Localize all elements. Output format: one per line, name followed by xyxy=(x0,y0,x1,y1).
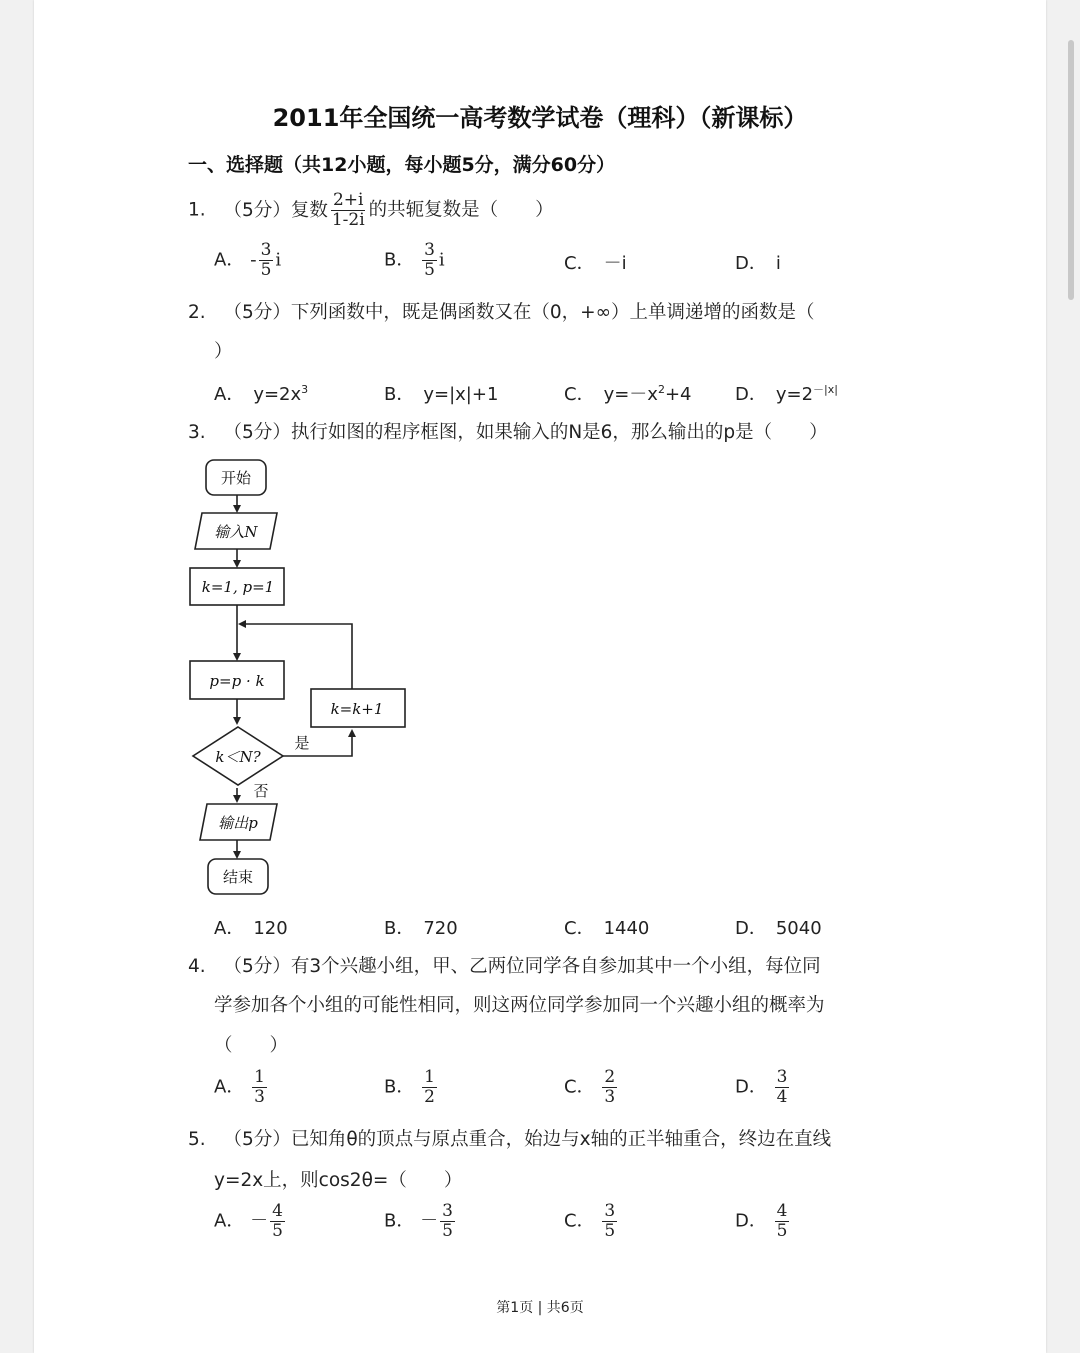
end-label: 结束 xyxy=(222,868,254,886)
question-4 xyxy=(188,952,821,978)
fraction xyxy=(259,241,274,280)
fraction-numerator: 1 xyxy=(254,1067,265,1087)
fraction-denominator: 5 xyxy=(260,260,272,280)
flowchart xyxy=(180,450,420,905)
option-c: C． －i xyxy=(564,253,627,274)
exponent: 3 xyxy=(301,383,309,396)
option-label: D． xyxy=(735,1210,767,1232)
fraction xyxy=(602,1068,617,1107)
option-text: D． y=2 xyxy=(735,384,814,405)
input-label: 输入N xyxy=(214,523,258,541)
option-d xyxy=(735,380,838,406)
fraction-numerator: 2+i xyxy=(332,190,364,210)
option-b: B． y=|x|+1 xyxy=(384,384,499,405)
option-label: C． xyxy=(564,1076,595,1098)
option-a xyxy=(214,380,308,406)
init-label: k=1, p=1 xyxy=(201,578,275,596)
question-number: 3. xyxy=(188,422,206,443)
flow-arrow-yes xyxy=(283,731,352,756)
option-c xyxy=(564,380,692,406)
fraction xyxy=(440,1202,455,1241)
option-b xyxy=(384,1068,439,1107)
fraction-numerator: 3 xyxy=(424,240,435,260)
output-label: 输出p xyxy=(218,814,258,832)
option-a xyxy=(214,1068,269,1107)
fraction xyxy=(422,1068,437,1107)
fraction-denominator: 5 xyxy=(272,1221,283,1241)
fraction xyxy=(252,1068,267,1107)
fraction-numerator: 2 xyxy=(604,1067,616,1087)
fraction xyxy=(775,1202,790,1241)
fraction-denominator: 5 xyxy=(776,1221,788,1241)
option-b xyxy=(384,241,445,280)
fraction-denominator: 2 xyxy=(424,1087,435,1107)
option-label: A． xyxy=(214,1076,245,1098)
option-a xyxy=(214,241,281,280)
fraction-denominator: 3 xyxy=(254,1087,265,1107)
exponent: 2 xyxy=(657,383,665,396)
option-c xyxy=(564,1068,619,1107)
option-d: D． 5040 xyxy=(735,918,822,939)
option-a: A． 120 xyxy=(214,918,288,939)
option-c: C． 1440 xyxy=(564,918,650,939)
option-label: A． xyxy=(214,1210,245,1232)
fraction xyxy=(330,191,367,230)
option-text: +4 xyxy=(664,384,692,405)
option-b xyxy=(384,1202,457,1241)
sign: - xyxy=(250,249,257,271)
question-5 xyxy=(188,1125,831,1151)
option-label: B． xyxy=(384,1210,415,1232)
question-2 xyxy=(188,298,815,324)
fraction-numerator: 3 xyxy=(604,1201,616,1221)
question-number: 1. xyxy=(188,199,206,221)
fraction-numerator: 3 xyxy=(260,240,272,260)
option-label: B． xyxy=(384,1076,415,1098)
fraction xyxy=(602,1202,617,1241)
fraction-denominator: 5 xyxy=(424,260,435,280)
no-label: 否 xyxy=(253,782,269,800)
option-d xyxy=(735,1202,791,1241)
page-footer: 第1页 | 共6页 xyxy=(496,1300,584,1316)
question-text: （5分）复数 xyxy=(223,199,328,221)
fraction-numerator: 4 xyxy=(776,1201,788,1221)
question-number: 5. xyxy=(188,1129,206,1150)
question-text: （5分）执行如图的程序框图，如果输入的N是6，那么输出的p是（ ） xyxy=(223,422,828,443)
start-label: 开始 xyxy=(220,469,252,487)
option-label: C． xyxy=(564,1210,595,1232)
fraction-denominator: 3 xyxy=(604,1087,616,1107)
question-text-continued: y=2x上，则cos2θ=（ ） xyxy=(214,1170,463,1191)
option-text: A． y=2x xyxy=(214,384,302,405)
question-number: 4. xyxy=(188,956,206,977)
fraction xyxy=(422,241,437,280)
question-text: 的共轭复数是（ ） xyxy=(368,199,554,221)
option-d xyxy=(735,1068,791,1107)
fraction xyxy=(775,1068,790,1107)
imaginary-unit: i xyxy=(275,249,282,271)
option-label: A． xyxy=(214,249,245,271)
sign: － xyxy=(250,1210,269,1232)
sign: － xyxy=(420,1210,439,1232)
imaginary-unit: i xyxy=(438,249,445,271)
question-text: （5分）有3个兴趣小组，甲、乙两位同学各自参加其中一个小组，每位同 xyxy=(223,956,821,977)
section-heading: 一、选择题（共12小题，每小题5分，满分60分） xyxy=(188,154,616,176)
multiply-label: p=p · k xyxy=(209,672,265,690)
fraction-denominator: 5 xyxy=(604,1221,616,1241)
question-1 xyxy=(188,191,554,230)
question-text-continued: （ ） xyxy=(214,1035,289,1056)
fraction xyxy=(270,1202,285,1241)
fraction-numerator: 1 xyxy=(424,1067,435,1087)
question-text: （5分）已知角θ的顶点与原点重合，始边与x轴的正半轴重合，终边在直线 xyxy=(223,1129,832,1150)
question-text-continued: ） xyxy=(214,341,233,362)
fraction-numerator: 4 xyxy=(272,1201,283,1221)
question-text-continued: 学参加各个小组的可能性相同，则这两位同学参加同一个兴趣小组的概率为 xyxy=(214,995,825,1016)
page-title: 2011年全国统一高考数学试卷（理科）（新课标） xyxy=(272,104,808,132)
fraction-denominator: 5 xyxy=(442,1221,453,1241)
option-c xyxy=(564,1202,619,1241)
question-text: （5分）下列函数中，既是偶函数又在（0，+∞）上单调递增的函数是（ xyxy=(223,302,815,323)
option-a xyxy=(214,1202,287,1241)
yes-label: 是 xyxy=(294,734,310,752)
condition-label: k＜N? xyxy=(215,748,261,766)
question-3 xyxy=(188,418,828,444)
fraction-denominator: 1-2i xyxy=(331,210,365,230)
increment-label: k=k+1 xyxy=(330,700,384,718)
option-b: B． 720 xyxy=(384,918,458,939)
fraction-denominator: 4 xyxy=(776,1087,788,1107)
option-label: B． xyxy=(384,249,415,271)
option-d: D． i xyxy=(735,253,781,274)
exponent: －|x| xyxy=(813,383,838,396)
option-label: D． xyxy=(735,1076,767,1098)
fraction-numerator: 3 xyxy=(442,1201,453,1221)
option-text: C． y=－x xyxy=(564,384,658,405)
question-number: 2. xyxy=(188,302,206,323)
scrollbar[interactable] xyxy=(1068,40,1074,300)
fraction-numerator: 3 xyxy=(776,1067,788,1087)
